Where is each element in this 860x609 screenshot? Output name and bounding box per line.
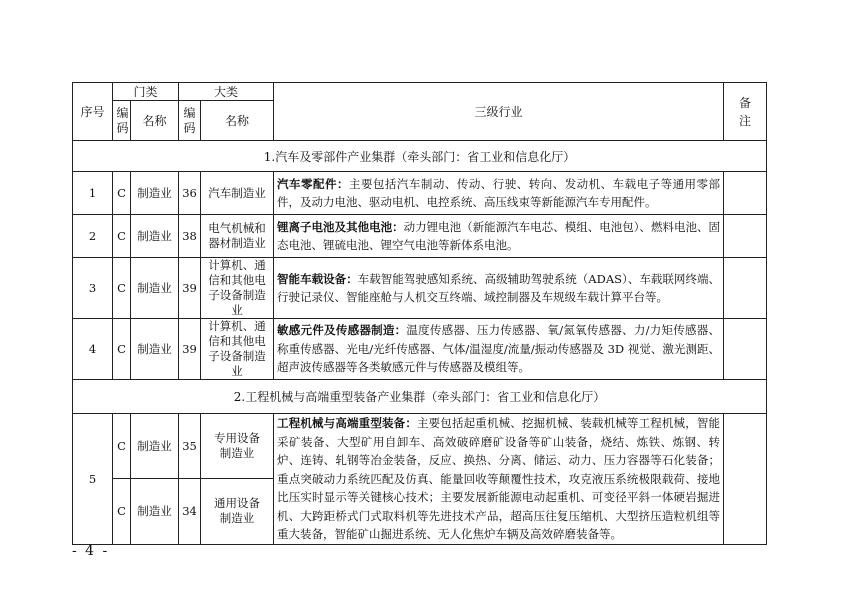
header-sanji: 三级行业 xyxy=(274,83,724,141)
row-men-code: C xyxy=(113,172,131,215)
row-description xyxy=(274,215,724,258)
row-da-name: 电气机械和器材制造业 xyxy=(201,215,274,258)
row-keyword: 锂离子电池及其他电池： xyxy=(277,219,404,234)
row-men-name: 制造业 xyxy=(131,258,179,319)
table-row xyxy=(73,414,767,479)
row-men-code: C xyxy=(113,258,131,319)
row-men-name: 制造业 xyxy=(131,172,179,215)
row-keyword: 汽车零配件： xyxy=(277,176,349,191)
header-men-code xyxy=(113,101,131,141)
row-da-name: 计算机、通信和其他电子设备制造业 xyxy=(201,258,274,319)
row-men-code: C xyxy=(113,414,131,479)
row-desc-text: 主要包括汽车制动、传动、行驶、转向、发动机、车载电子等通用零部件，及动力电池、驱动电机、电控系统、高压线束等新能源汽车专用配件。 xyxy=(277,176,721,209)
group-title-1: 1.汽车及零部件产业集群（牵头部门：省工业和信息化厅） xyxy=(73,141,767,172)
row-desc-text: 车载智能驾驶感知系统、高级辅助驾驶系统（ADAS）、车载联网终端、行驶记录仪、智能座舱与人机交互终端、域控制器及车规级车载计算平台等。 xyxy=(277,271,721,304)
header-dalei: 大类 xyxy=(179,83,274,101)
row-da-name-text: 专用设备制造业 xyxy=(214,431,261,461)
row-da-name xyxy=(201,414,274,479)
row-remark xyxy=(724,215,767,258)
header-da-name: 名称 xyxy=(201,101,274,141)
row-da-name: 汽车制造业 xyxy=(201,172,274,215)
group-row-1 xyxy=(73,141,767,172)
row-desc-text: 温度传感器、压力传感器、氧/氮氧传感器、力/力矩传感器、称重传感器、光电/光纤传感器、气体/温湿度/流量/振动传感器及 3D 视觉、激光测距、超声波传感器等各类敏感元件与传感器及模组等。 xyxy=(277,323,721,375)
row-da-name: 计算机、通信和其他电子设备制造业 xyxy=(201,319,274,380)
row-da-name xyxy=(201,479,274,544)
table-row xyxy=(73,319,767,380)
row-seq: 2 xyxy=(73,215,113,258)
header-men-name: 名称 xyxy=(131,101,179,141)
header-da-code xyxy=(179,101,201,141)
header-beizhu xyxy=(724,83,767,141)
row-desc-text: 动力锂电池（新能源汽车电芯、模组、电池包）、燃料电池、固态电池、锂硫电池、锂空气电池等新体系电池。 xyxy=(277,219,721,252)
row-remark xyxy=(724,319,767,380)
row-men-name: 制造业 xyxy=(131,319,179,380)
row-seq: 1 xyxy=(73,172,113,215)
row-men-name: 制造业 xyxy=(131,414,179,479)
row-men-code: C xyxy=(113,319,131,380)
row-da-code: 39 xyxy=(179,319,201,380)
row-men-code: C xyxy=(113,479,131,544)
row-da-code: 34 xyxy=(179,479,201,544)
row-remark xyxy=(724,258,767,319)
header-beizhu-text: 备注 xyxy=(739,95,752,128)
row-seq: 4 xyxy=(73,319,113,380)
row-description xyxy=(274,414,724,545)
row-men-name: 制造业 xyxy=(131,479,179,544)
row-seq: 3 xyxy=(73,258,113,319)
row-remark xyxy=(724,414,767,545)
row-seq: 5 xyxy=(73,414,113,545)
header-da-code-text: 编码 xyxy=(183,105,196,135)
row-desc-text: 主要包括起重机械、挖掘机械、装载机械等工程机械，智能采矿装备、大型矿用自卸车、高效破碎磨矿设备等矿山装备，烧结、炼铁、炼钢、转炉、连铸、轧钢等冶金装备，反应、换热、分离、储运、动力、压力容器等石化装备；重点突破动力系统匹配及仿真、能量回收等颠覆性技术，攻克液压系统极限载荷、接地比压实时显示等关键核心技术；主要发展新能源电动起重机、可变径平斜一体硬岩掘进机、大跨距桥式门式取料机等先进技术产品，超高压往复压缩机、大型挤压造粒机组等重大装备，智能矿山掘进系统、无人化焦炉车辆及高效碎磨装备等。 xyxy=(277,416,721,541)
table-row xyxy=(73,172,767,215)
row-da-code: 36 xyxy=(179,172,201,215)
header-seq: 序号 xyxy=(73,83,113,141)
row-keyword: 敏感元件及传感器制造： xyxy=(277,323,407,338)
row-description xyxy=(274,258,724,319)
header-menlei: 门类 xyxy=(113,83,179,101)
page-number: - 4 - xyxy=(72,543,110,559)
row-da-name-text: 通用设备制造业 xyxy=(214,496,261,526)
row-remark xyxy=(724,172,767,215)
row-keyword: 工程机械与高端重型装备： xyxy=(277,416,417,430)
table-row xyxy=(73,258,767,319)
industry-table xyxy=(72,82,767,545)
header-row-1 xyxy=(73,83,767,101)
group-title-2: 2.工程机械与高端重型装备产业集群（牵头部门：省工业和信息化厅） xyxy=(73,380,767,414)
row-description xyxy=(274,172,724,215)
header-men-code-text: 编码 xyxy=(116,105,129,135)
row-men-name: 制造业 xyxy=(131,215,179,258)
row-da-code: 35 xyxy=(179,414,201,479)
row-description xyxy=(274,319,724,380)
row-da-code: 39 xyxy=(179,258,201,319)
row-men-code: C xyxy=(113,215,131,258)
row-da-code: 38 xyxy=(179,215,201,258)
row-keyword: 智能车载设备： xyxy=(277,271,358,286)
table-row xyxy=(73,215,767,258)
group-row-2 xyxy=(73,380,767,414)
